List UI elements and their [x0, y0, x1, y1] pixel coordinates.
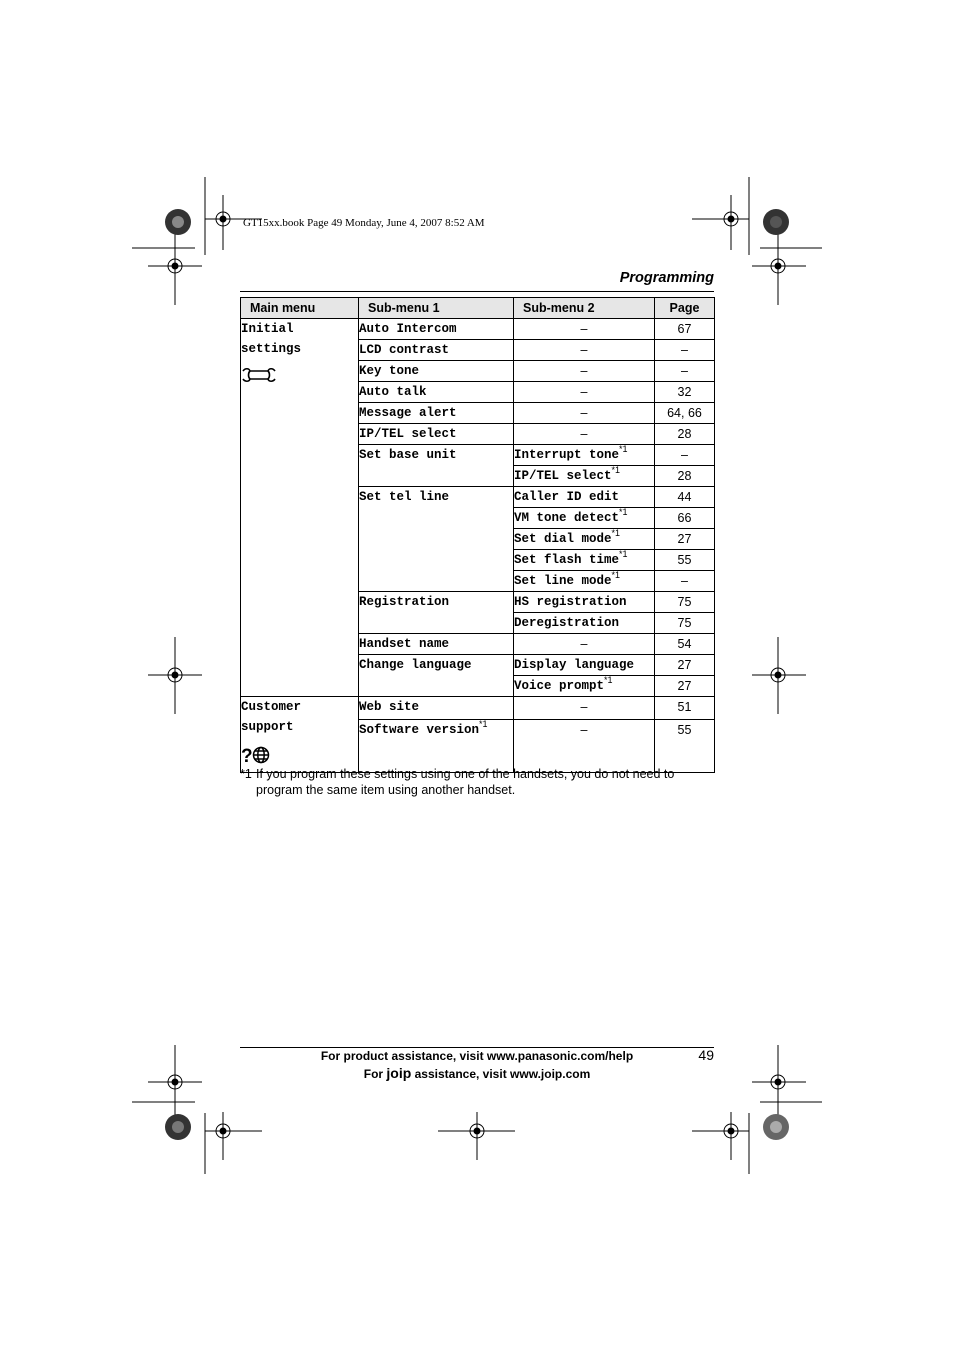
page-cell: 28 — [655, 424, 715, 445]
footnote-ref: *1 — [611, 465, 621, 475]
page-cell: 75 — [655, 592, 715, 613]
footnote-ref: *1 — [619, 444, 628, 454]
sub-menu-1-label: Software version — [359, 723, 480, 738]
sub-menu-2-cell — [514, 508, 655, 529]
sub-menu-1-cell — [359, 655, 514, 697]
page-cell: 66 — [655, 508, 715, 529]
sub-menu-1-cell — [359, 697, 514, 720]
sub-menu-2-label: IP/TEL select — [514, 469, 612, 483]
sub-menu-1-label: LCD contrast — [359, 343, 450, 357]
sub-menu-2-label: Interrupt tone — [514, 448, 620, 462]
sub-menu-2-cell — [514, 655, 655, 676]
footer-help-line: For product assistance, visit www.panasonic.com/help — [320, 1049, 634, 1063]
sub-menu-2-cell — [514, 445, 655, 466]
sub-menu-1-label: Registration — [359, 595, 450, 609]
page-cell: – — [655, 445, 715, 466]
page-cell: – — [655, 571, 715, 592]
sub-menu-1-label: Web site — [359, 700, 420, 714]
wrench-icon — [241, 367, 358, 390]
sub-menu-2-cell — [514, 361, 655, 382]
table-row — [241, 697, 715, 720]
sub-menu-2-cell — [514, 571, 655, 592]
sub-menu-2-label: Deregistration — [514, 616, 620, 630]
menu-table — [240, 297, 715, 773]
sub-menu-1-cell — [359, 361, 514, 382]
page-cell: 28 — [655, 466, 715, 487]
sub-menu-1-label: Handset name — [359, 637, 450, 651]
footnote-text: If you program these settings using one of the handsets, you do not need to program the same item using another handset. — [256, 767, 675, 797]
sub-menu-2-label: – — [580, 427, 588, 441]
sub-menu-1-cell — [359, 634, 514, 655]
footnote-ref: *1 — [604, 675, 613, 685]
sub-menu-2-cell — [514, 340, 655, 361]
sub-menu-2-cell — [514, 382, 655, 403]
sub-menu-1-cell — [359, 382, 514, 403]
sub-menu-2-cell — [514, 613, 655, 634]
sub-menu-2-label: Set line mode — [514, 574, 612, 588]
sub-menu-1-label: Key tone — [359, 364, 420, 378]
sub-menu-1-label: IP/TEL select — [359, 427, 457, 441]
sub-menu-2-label: – — [580, 385, 588, 399]
page-cell: 27 — [655, 655, 715, 676]
footnote-ref: *1 — [611, 528, 621, 538]
sub-menu-2-label: – — [580, 343, 588, 357]
sub-menu-1-label: Change language — [359, 658, 472, 672]
footnote-mark: *1 — [240, 767, 252, 781]
page-cell: 75 — [655, 613, 715, 634]
sub-menu-2-label: Voice prompt — [514, 679, 605, 693]
footnote-ref: *1 — [611, 570, 621, 580]
header-main-menu: Main menu — [241, 298, 359, 319]
page-cell: 64, 66 — [655, 403, 715, 424]
sub-menu-2-cell — [514, 634, 655, 655]
footer-joip-line — [240, 1065, 714, 1081]
sub-menu-1-cell — [359, 340, 514, 361]
page-cell: 27 — [655, 529, 715, 550]
sub-menu-2-label: Caller ID edit — [514, 490, 620, 504]
section-title: Programming — [619, 270, 714, 286]
table-header-row — [241, 298, 715, 319]
page-cell: 44 — [655, 487, 715, 508]
main-menu-cell — [241, 697, 359, 773]
sub-menu-1-cell — [359, 424, 514, 445]
sub-menu-1-cell — [359, 487, 514, 592]
sub-menu-1-cell — [359, 403, 514, 424]
footnote-ref: *1 — [619, 549, 628, 559]
sub-menu-2-label: Set dial mode — [514, 532, 612, 546]
sub-menu-2-cell — [514, 550, 655, 571]
footer-joip-pre: For — [363, 1067, 387, 1081]
page-cell: 51 — [655, 697, 715, 720]
svg-text:?: ? — [241, 746, 253, 765]
sub-menu-1-label: Auto talk — [359, 385, 427, 399]
sub-menu-2-label: – — [580, 637, 588, 651]
sub-menu-2-cell — [514, 424, 655, 445]
main-menu-label: settings — [241, 342, 302, 356]
sub-menu-2-label: – — [580, 364, 588, 378]
footer-joip-post: assistance, visit www.joip.com — [411, 1067, 591, 1081]
sub-menu-2-label: Display language — [514, 658, 635, 672]
page-cell: 27 — [655, 676, 715, 697]
title-rule — [240, 291, 714, 292]
sub-menu-2-cell — [514, 487, 655, 508]
sub-menu-2-cell — [514, 529, 655, 550]
header-sub-menu-1: Sub-menu 1 — [359, 298, 514, 319]
print-header: GT15xx.book Page 49 Monday, June 4, 2007 8:52 AM — [243, 217, 485, 229]
page-cell: – — [655, 340, 715, 361]
sub-menu-2-label: VM tone detect — [514, 511, 620, 525]
sub-menu-2-cell — [514, 466, 655, 487]
sub-menu-1-label: Set tel line — [359, 490, 450, 504]
page-number: 49 — [698, 1047, 714, 1063]
sub-menu-2-label: – — [580, 322, 588, 336]
sub-menu-2-cell — [514, 592, 655, 613]
main-menu-label: Initial — [241, 322, 294, 336]
sub-menu-2-label: Set flash time — [514, 553, 620, 567]
page-cell: 55 — [655, 720, 715, 773]
sub-menu-1-cell — [359, 720, 514, 773]
sub-menu-2-cell — [514, 720, 655, 773]
main-menu-label: Customer — [241, 700, 302, 714]
sub-menu-1-cell — [359, 592, 514, 634]
header-page: Page — [655, 298, 715, 319]
sub-menu-1-label: Message alert — [359, 406, 457, 420]
page-cell: 54 — [655, 634, 715, 655]
footnote-ref: *1 — [619, 507, 628, 517]
footnote — [240, 766, 714, 798]
sub-menu-2-label: – — [580, 406, 588, 420]
footer-rule — [240, 1047, 714, 1048]
sub-menu-1-cell — [359, 319, 514, 340]
sub-menu-2-label: HS registration — [514, 595, 627, 609]
header-sub-menu-2: Sub-menu 2 — [514, 298, 655, 319]
sub-menu-2-label: – — [580, 723, 588, 738]
joip-logo: joip — [386, 1065, 412, 1081]
page-cell: 67 — [655, 319, 715, 340]
table-row — [241, 319, 715, 340]
sub-menu-2-cell — [514, 319, 655, 340]
sub-menu-2-cell — [514, 697, 655, 720]
sub-menu-1-cell — [359, 445, 514, 487]
page-cell: 32 — [655, 382, 715, 403]
page-cell: 55 — [655, 550, 715, 571]
main-menu-cell — [241, 319, 359, 697]
sub-menu-1-label: Auto Intercom — [359, 322, 457, 336]
sub-menu-2-cell — [514, 403, 655, 424]
sub-menu-1-label: Set base unit — [359, 448, 457, 462]
footnote-ref: *1 — [479, 719, 488, 730]
sub-menu-2-label: – — [580, 700, 588, 714]
sub-menu-2-cell — [514, 676, 655, 697]
page-cell: – — [655, 361, 715, 382]
main-menu-label: support — [241, 720, 294, 734]
